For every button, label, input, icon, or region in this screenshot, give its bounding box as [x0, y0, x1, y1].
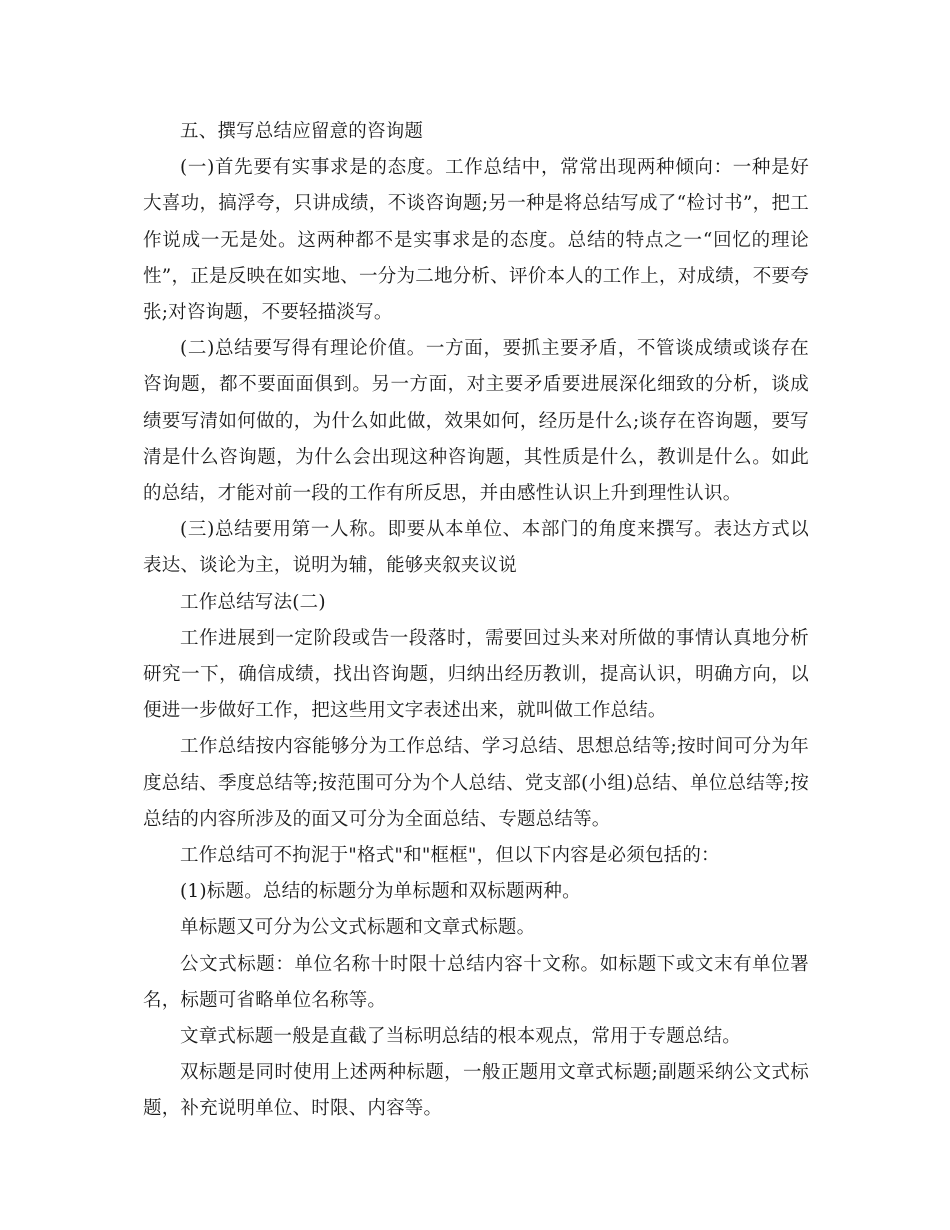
paragraph: 单标题又可分为公文式标题和文章式标题。 [180, 917, 536, 939]
paragraph: 工作总结可不拘泥于"格式"和"框框"，但以下内容是必须包括的： [180, 845, 720, 867]
paragraph: (三)总结要用第一人称。即要从本单位、本部门的角度来撰写。表达方式以表达、谈论为主，说明为辅，能够夹叙夹议说 [143, 519, 809, 577]
section-heading: 工作总结写法(二) [180, 591, 326, 613]
paragraph: (1)标题。总结的标题分为单标题和双标题两种。 [180, 881, 581, 903]
paragraph: 双标题是同时使用上述两种标题，一般正题用文章式标题;副题采纳公文式标题，补充说明单位、时限、内容等。 [143, 1062, 809, 1120]
paragraph: (二)总结要写得有理论价值。一方面，要抓主要矛盾，不管谈成绩或谈存在咨询题，都不要面面俱到。另一方面，对主要矛盾要进展深化细致的分析，谈成绩要写清如何做的，为什么如此做，效果如何，经历是什么;谈存在咨询题，要写清是什么咨询题，为什么会出现这种咨询题，其性质是什么，教训是什么。如此的总结，才能对前一段的工作有所反思，并由感性认识上升到理性认识。 [143, 338, 809, 505]
paragraph: 工作总结按内容能够分为工作总结、学习总结、思想总结等;按时间可分为年度总结、季度总结等;按范围可分为个人总结、党支部(小组)总结、单位总结等;按总结的内容所涉及的面又可分为全面总结、专题总结等。 [143, 736, 809, 830]
paragraph: 文章式标题一般是直截了当标明总结的根本观点，常用于专题总结。 [180, 1026, 742, 1048]
paragraph: 公文式标题：单位名称十时限十总结内容十文称。如标题下或文末有单位署名，标题可省略单位名称等。 [143, 953, 809, 1011]
paragraph: (一)首先要有实事求是的态度。工作总结中，常常出现两种倾向：一种是好大喜功，搞浮夸，只讲成绩，不谈咨询题;另一种是将总结写成了“检讨书”，把工作说成一无是处。这两种都不是实事求是的态度。总结的特点之一“回忆的理论性”，正是反映在如实地、一分为二地分析、评价本人的工作上，对成绩，不要夸张;对咨询题，不要轻描淡写。 [143, 157, 809, 324]
document-body [143, 114, 809, 1128]
section-heading: 五、撰写总结应留意的咨询题 [180, 121, 424, 142]
paragraph: 工作进展到一定阶段或告一段落时，需要回过头来对所做的事情认真地分析研究一下，确信成绩，找出咨询题，归纳出经历教训，提高认识，明确方向，以便进一步做好工作，把这些用文字表述出来，就叫做工作总结。 [143, 627, 809, 722]
